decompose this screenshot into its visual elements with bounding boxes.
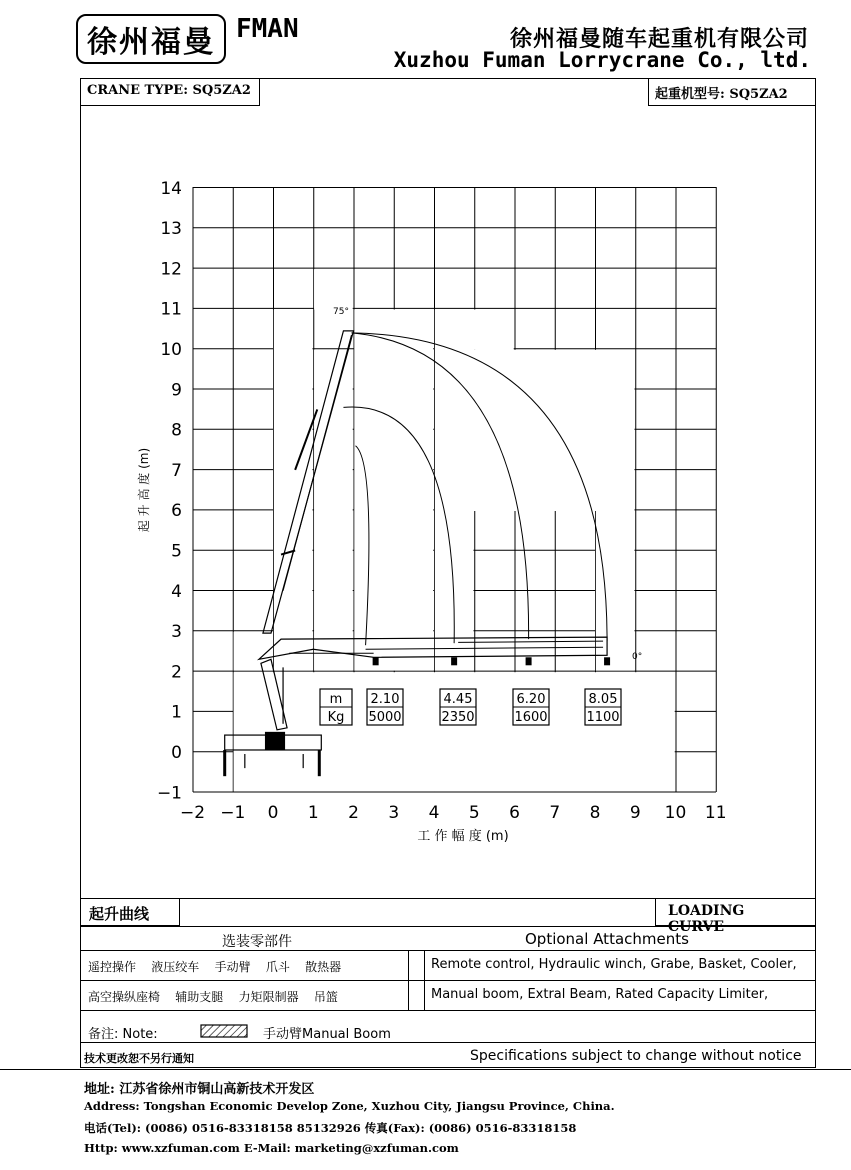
radius-value: 6.20 [516, 692, 546, 707]
attachments-row2-cn [88, 988, 338, 1005]
footer-web: Http: www.xzfuman.com E-Mail: marketing@xzfuman.com [84, 1141, 459, 1155]
boom-hook [604, 657, 610, 665]
y-tick-label: 0 [171, 743, 182, 763]
y-axis-label: 起 升 高 度 (m) [137, 447, 151, 533]
manual-boom-hatch-icon [200, 1024, 248, 1038]
x-tick-label: 9 [629, 803, 641, 823]
loading-curve-title-en [655, 898, 816, 935]
logo-text-latin: FMAN [236, 14, 299, 44]
radius-value: 2.10 [370, 692, 400, 707]
load-point-cell [585, 689, 621, 725]
load-point-cell [513, 689, 549, 725]
clear-zone [274, 310, 313, 471]
attachments-row1-cn [88, 958, 341, 975]
note-legend-en: Manual Boom [302, 1027, 391, 1042]
clear-zone [596, 511, 635, 671]
divider [80, 950, 816, 951]
clear-zone [435, 511, 474, 671]
x-tick-label: 8 [589, 803, 601, 823]
clear-zone [435, 310, 514, 350]
note-legend-cn: 手动臂 [263, 1027, 303, 1042]
y-tick-label: 6 [171, 501, 182, 522]
attachment-item: 高空操纵座椅 [88, 990, 161, 1004]
clear-zone [314, 350, 353, 671]
radius-value: 8.05 [588, 692, 618, 707]
note-label: 备注: Note: [88, 1027, 158, 1042]
divider [80, 980, 816, 981]
notice-en: Specifications subject to change without notice [470, 1048, 802, 1064]
loading-curve-title-cn-text: 起升曲线 [89, 905, 150, 923]
crane-type-cn: 起重机型号: SQ5ZA2 [648, 78, 816, 106]
attachments-header-en: Optional Attachments [525, 930, 689, 948]
attachment-item: 手动臂 [214, 960, 251, 974]
clear-zone [314, 269, 353, 309]
x-tick-label: −1 [220, 803, 246, 823]
footer-address-en: Address: Tongshan Economic Develop Zone, Xuzhou City, Jiangsu Province, China. [84, 1099, 615, 1113]
slewing-base [265, 732, 285, 750]
radius-value: m [329, 692, 343, 707]
crane-type-en: CRANE TYPE: SQ5ZA2 [80, 78, 260, 106]
y-tick-label: 13 [160, 219, 182, 240]
attachments-header-cn: 选装零部件 [222, 934, 292, 950]
y-tick-label: 12 [160, 259, 182, 280]
note-legend [263, 1023, 391, 1042]
clear-zone [354, 310, 433, 671]
attachment-item: 液压绞车 [151, 960, 200, 974]
y-tick-label: 2 [171, 662, 182, 683]
x-tick-label: 3 [388, 803, 400, 823]
footer-address-cn: 地址: 江苏省徐州市铜山高新技术开发区 [84, 1082, 315, 1097]
load-point-cell [367, 689, 403, 725]
x-tick-label: 2 [348, 803, 359, 823]
x-tick-label: 7 [549, 803, 561, 823]
y-tick-label: 14 [160, 178, 182, 199]
load-value: 5000 [368, 710, 402, 725]
load-value: Kg [327, 710, 345, 725]
y-tick-label: 5 [171, 541, 182, 562]
divider [80, 1042, 816, 1043]
angle-top-label: 75° [333, 307, 349, 317]
y-tick-label: −1 [156, 783, 182, 804]
x-tick-label: 4 [428, 803, 440, 823]
divider [0, 1069, 851, 1070]
boom-hook [526, 657, 532, 665]
divider [80, 926, 816, 927]
x-axis-label: 工 作 幅 度 (m) [417, 829, 509, 844]
load-unit-cell [320, 689, 352, 725]
y-tick-label: 11 [160, 299, 182, 320]
boom-hook [373, 657, 379, 665]
x-tick-label: 10 [664, 803, 687, 823]
loading-curve-title-cn [80, 898, 180, 926]
attachment-item: 散热器 [305, 960, 342, 974]
notice-cn: 技术更改恕不另行通知 [84, 1052, 194, 1065]
attachments-row1-en: Remote control, Hydraulic winch, Grabe, Basket, Cooler, [431, 957, 797, 972]
attachment-item: 爪斗 [265, 960, 290, 974]
loading-curve-title-en-text: LOADING CURVE [668, 903, 745, 935]
y-tick-label: 8 [171, 420, 182, 441]
angle-flat-label: 0° [632, 652, 643, 662]
load-value: 2350 [441, 710, 475, 725]
flat-boom-section [458, 641, 603, 642]
radius-value: 4.45 [443, 692, 473, 707]
boom-hook [451, 657, 457, 665]
attachment-item: 吊篮 [313, 990, 338, 1004]
x-tick-label: 5 [468, 803, 480, 823]
load-point-cell [440, 689, 476, 725]
x-tick-label: 11 [704, 803, 727, 823]
x-tick-label: −2 [179, 803, 206, 823]
attachment-item: 遥控操作 [88, 960, 137, 974]
x-tick-label: 1 [307, 803, 319, 823]
x-tick-label: 6 [509, 803, 520, 823]
y-tick-label: 1 [171, 702, 182, 723]
y-tick-label: 9 [171, 380, 182, 401]
load-value: 1100 [586, 710, 620, 725]
x-tick-label: 0 [267, 803, 279, 823]
y-tick-label: 10 [160, 340, 182, 360]
y-tick-label: 3 [171, 622, 182, 643]
company-name-en: Xuzhou Fuman Lorrycrane Co., ltd. [393, 48, 811, 72]
attachment-item: 力矩限制器 [238, 990, 299, 1004]
logo-text-cn: 徐州福曼 [87, 25, 215, 60]
company-name-cn: 徐州福曼随车起重机有限公司 [509, 27, 809, 52]
footer-phone: 电话(Tel): (0086) 0516-83318158 85132926 传真(Fax): (0086) 0516-83318158 [84, 1121, 577, 1135]
load-value: 1600 [514, 710, 548, 725]
attachment-item: 辅助支腿 [175, 990, 224, 1004]
attachments-row2-en: Manual boom, Extral Beam, Rated Capacity Limiter, [431, 987, 769, 1002]
y-tick-label: 7 [171, 460, 182, 481]
clear-zone [435, 350, 635, 511]
clear-zone [234, 632, 273, 671]
divider [80, 1010, 816, 1011]
y-tick-label: 4 [171, 581, 182, 602]
